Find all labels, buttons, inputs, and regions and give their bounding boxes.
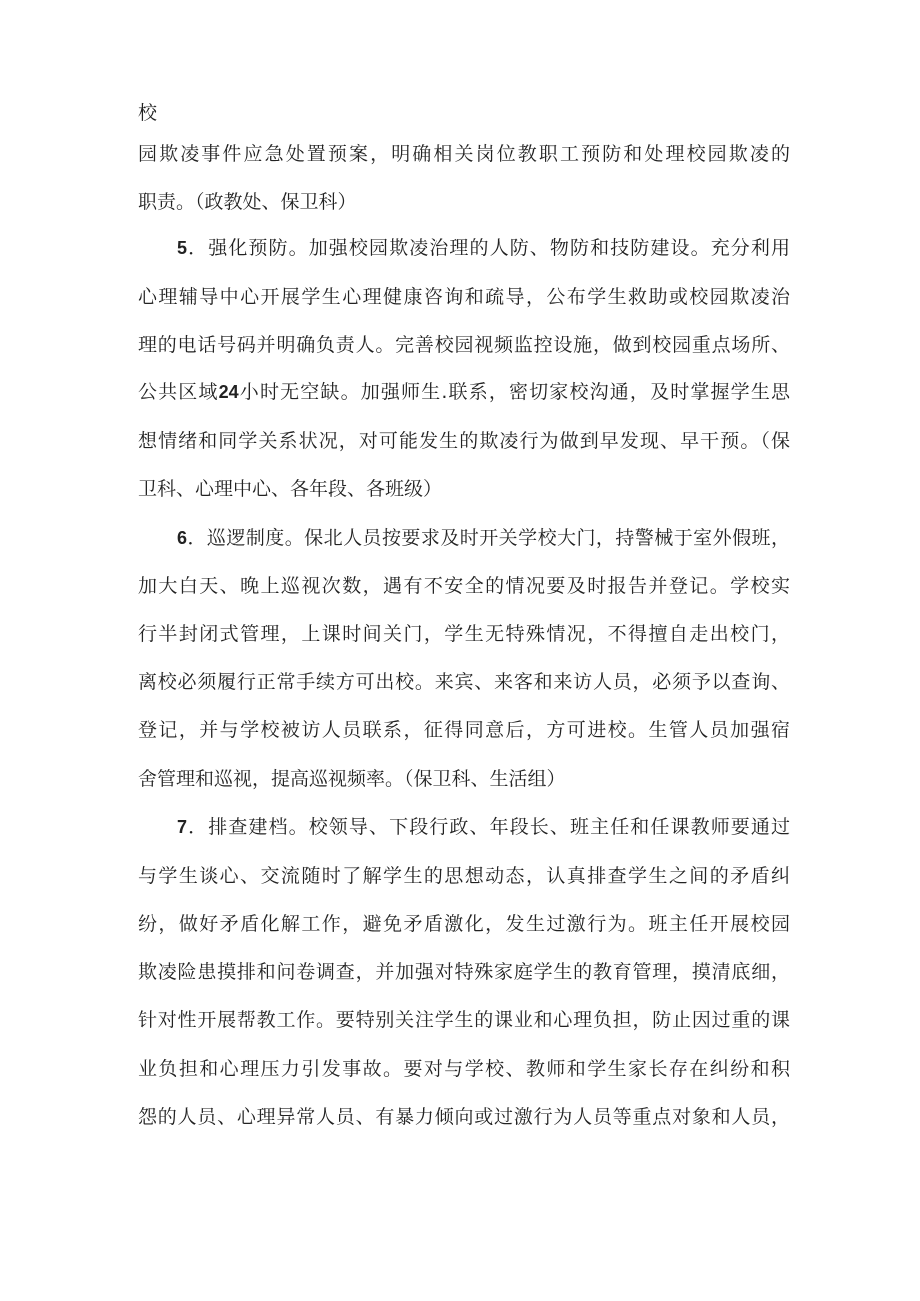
text-line: 纷，做好矛盾化解工作，避免矛盾激化，发生过激行为。班主任开展校园 xyxy=(138,913,790,935)
text-line: 想情绪和同学关系状况，对可能发生的欺凌行为做到早发现、早干预。（保 xyxy=(138,430,790,452)
text-line: 卫科、心理中心、各年段、各班级） xyxy=(138,478,443,500)
text-line: 欺凌险患摸排和问卷调查，并加强对特殊家庭学生的教育管理，摸清底细， xyxy=(138,961,790,983)
text-line: 离校必须履行正常手续方可出校。来宾、来客和来访人员，必须予以查询、 xyxy=(138,671,790,693)
text-line: 校 xyxy=(138,102,158,124)
paragraph-7-start: 7．排查建档。校领导、下段行政、年段长、班主任和任课教师要通过 xyxy=(177,816,790,838)
text-line: 怨的人员、心理异常人员、有暴力倾向或过激行为人员等重点对象和人员， xyxy=(138,1106,790,1128)
text-line: 与学生谈心、交流随时了解学生的思想动态，认真排查学生之间的矛盾纠 xyxy=(138,865,790,887)
item-number: 5 xyxy=(177,238,188,258)
paragraph-6-start: 6．巡逻制度。保北人员按要求及时开关学校大门，持警械于室外假班， xyxy=(177,527,790,549)
text-line: 加大白天、晚上巡视次数，遇有不安全的情况要及时报告并登记。学校实 xyxy=(138,575,790,597)
text-line: 心理辅导中心开展学生心理健康咨询和疏导，公布学生救助或校园欺凌治 xyxy=(138,286,790,308)
paragraph-5-start: 5．强化预防。加强校园欺凌治理的人防、物防和技防建设。充分利用 xyxy=(177,237,790,259)
text-line: 舍管理和巡视，提高巡视频率。（保卫科、生活组） xyxy=(138,768,566,790)
text-line: 针对性开展帮教工作。要特别关注学生的课业和心理负担，防止因过重的课 xyxy=(138,1009,790,1031)
text-line: 公共区域24小时无空缺。加强师生.联系，密切家校沟通，及时掌握学生思 xyxy=(138,381,790,403)
text-line: 行半封闭式管理，上课时间关门，学生无特殊情况，不得擅自走出校门， xyxy=(138,623,790,645)
inline-number: 24 xyxy=(218,382,239,402)
text-line: 登记，并与学校被访人员联系，征得同意后，方可进校。生管人员加强宿 xyxy=(138,719,790,741)
text-line: 理的电话号码并明确负责人。完善校园视频监控设施，做到校园重点场所、 xyxy=(138,334,790,356)
text-line: 业负担和心理压力引发事故。要对与学校、教师和学生家长存在纠纷和积 xyxy=(138,1058,790,1080)
item-number: 7 xyxy=(177,817,188,837)
item-number: 6 xyxy=(177,528,188,548)
text-line: 职责。（政教处、保卫科） xyxy=(138,191,357,213)
text-line: 园欺凌事件应急处置预案，明确相关岗位教职工预防和处理校园欺凌的 xyxy=(138,143,790,165)
